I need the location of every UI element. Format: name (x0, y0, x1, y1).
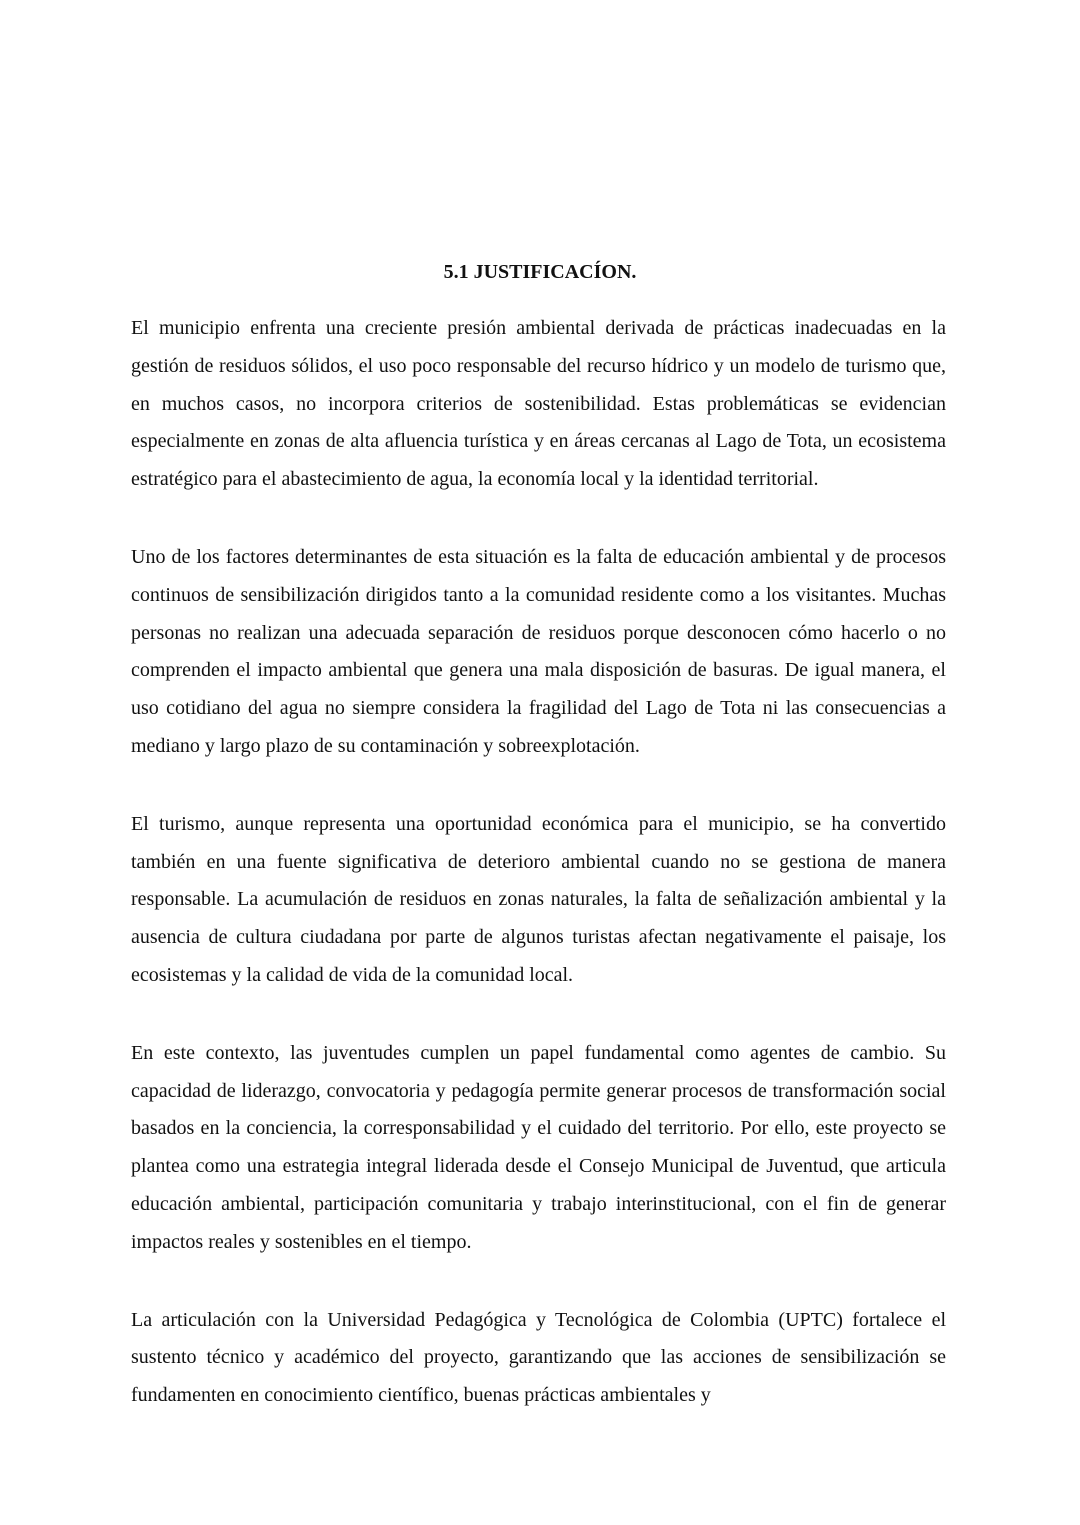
paragraph-2: Uno de los factores determinantes de esta situación es la falta de educación ambiental y de procesos continuos de sensibilización dirigidos tanto a la comunidad residente como a los visitantes. Muchas personas no realizan una adecuada separación de residuos porque desconocen cómo hacerlo o no comprenden el impacto ambiental que genera una mala disposición de basuras. De igual manera, el uso cotidiano del agua no siempre considera la fragilidad del Lago de Tota ni las consecuencias a mediano y largo plazo de su contaminación y sobreexplotación. (131, 545, 946, 757)
document-body (131, 310, 946, 1455)
paragraph-1: El municipio enfrenta una creciente presión ambiental derivada de prácticas inadecuadas en la gestión de residuos sólidos, el uso poco responsable del recurso hídrico y un modelo de turismo que, en muchos casos, no incorpora criterios de sostenibilidad. Estas problemáticas se evidencian especialmente en zonas de alta afluencia turística y en áreas cercanas al Lago de Tota, un ecosistema estratégico para el abastecimiento de agua, la economía local y la identidad territorial. (131, 317, 946, 491)
paragraph-4: En este contexto, las juventudes cumplen un papel fundamental como agentes de cambio. Su capacidad de liderazgo, convocatoria y pedagogía permite generar procesos de transformación social basados en la conciencia, la corresponsabilidad y el cuidado del territorio. Por ello, este proyecto se plantea como una estrategia integral liderada desde el Consejo Municipal de Juventud, que articula educación ambiental, participación comunitaria y trabajo interinstitucional, con el fin de generar impactos reales y sostenibles en el tiempo. (131, 1041, 946, 1253)
section-heading: 5.1 JUSTIFICACÍON. (443, 261, 637, 283)
paragraph-3: El turismo, aunque representa una oportunidad económica para el municipio, se ha convertido también en una fuente significativa de deterioro ambiental cuando no se gestiona de manera responsable. La acumulación de residuos en zonas naturales, la falta de señalización ambiental y la ausencia de cultura ciudadana por parte de algunos turistas afectan negativamente el paisaje, los ecosistemas y la calidad de vida de la comunidad local. (131, 812, 946, 986)
paragraph-5: La articulación con la Universidad Pedagógica y Tecnológica de Colombia (UPTC) fortalece el sustento técnico y académico del proyecto, garantizando que las acciones de sensibilización se fundamenten en conocimiento científico, buenas prácticas ambientales y (131, 1308, 946, 1407)
